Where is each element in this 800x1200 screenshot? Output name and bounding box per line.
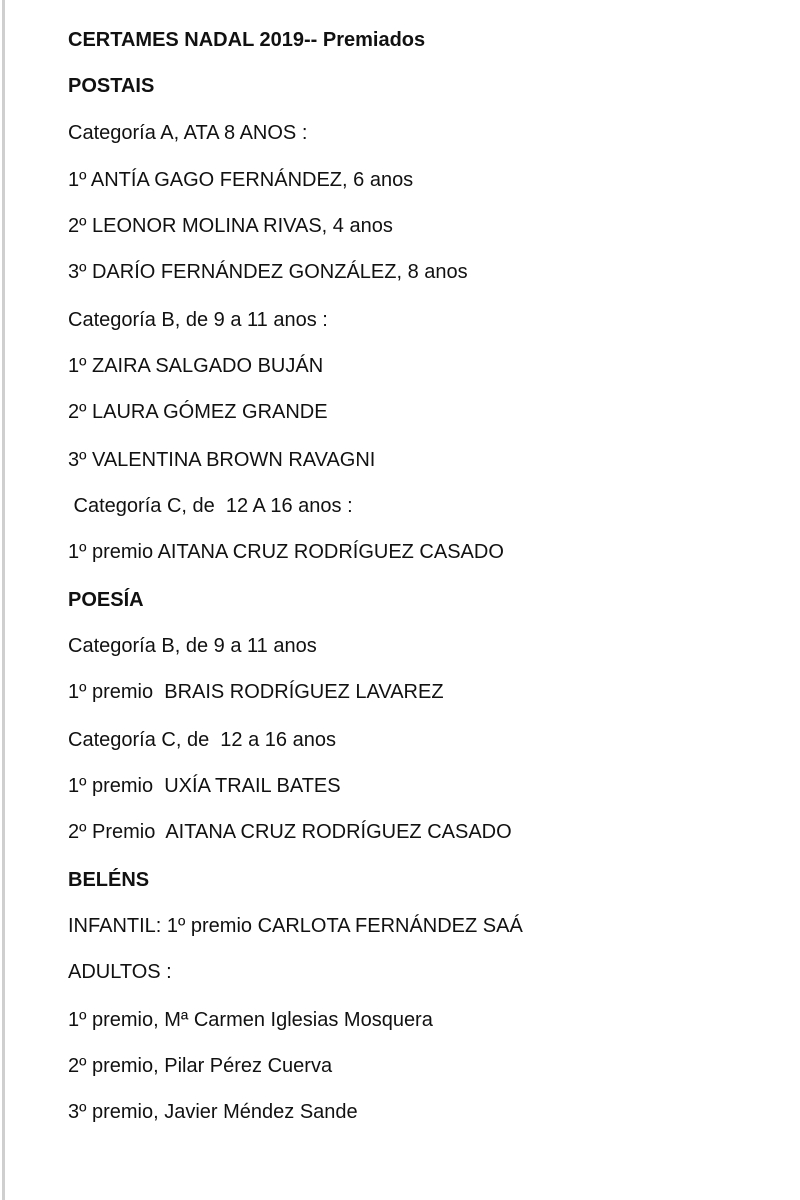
category-heading: Categoría C, de 12 a 16 anos (68, 729, 336, 751)
winner-line: 1º ANTÍA GAGO FERNÁNDEZ, 6 anos (68, 169, 414, 191)
category-heading: Categoría B, de 9 a 11 anos : (68, 309, 328, 331)
category-heading: Categoría A, ATA 8 ANOS : (68, 122, 308, 144)
winner-line: 2º premio, Pilar Pérez Cuerva (68, 1055, 333, 1077)
category-heading: ADULTOS : (68, 961, 172, 983)
winner-line: 3º premio, Javier Méndez Sande (68, 1101, 358, 1123)
section-heading-postais: POSTAIS (68, 75, 155, 97)
winner-line: INFANTIL: 1º premio CARLOTA FERNÁNDEZ SAÁ (68, 915, 523, 937)
winner-line: 1º premio, Mª Carmen Iglesias Mosquera (68, 1009, 433, 1031)
winner-line: 3º DARÍO FERNÁNDEZ GONZÁLEZ, 8 anos (68, 261, 468, 283)
category-heading: Categoría B, de 9 a 11 anos (68, 635, 317, 657)
winner-line: 1º premio BRAIS RODRÍGUEZ LAVAREZ (68, 681, 444, 703)
category-heading: Categoría C, de 12 A 16 anos : (68, 495, 353, 517)
winner-line: 1º premio UXÍA TRAIL BATES (68, 775, 341, 797)
section-heading-poesia: POESÍA (68, 589, 144, 611)
section-heading-belens: BELÉNS (68, 869, 150, 891)
winner-line: 1º ZAIRA SALGADO BUJÁN (68, 355, 324, 377)
document-title: CERTAMES NADAL 2019-- Premiados (68, 29, 426, 51)
winner-line: 3º VALENTINA BROWN RAVAGNI (68, 449, 376, 471)
winner-line: 2º LEONOR MOLINA RIVAS, 4 anos (68, 215, 393, 237)
winner-line: 2º Premio AITANA CRUZ RODRÍGUEZ CASADO (68, 821, 512, 843)
winner-line: 1º premio AITANA CRUZ RODRÍGUEZ CASADO (68, 541, 504, 563)
winner-line: 2º LAURA GÓMEZ GRANDE (68, 401, 328, 423)
